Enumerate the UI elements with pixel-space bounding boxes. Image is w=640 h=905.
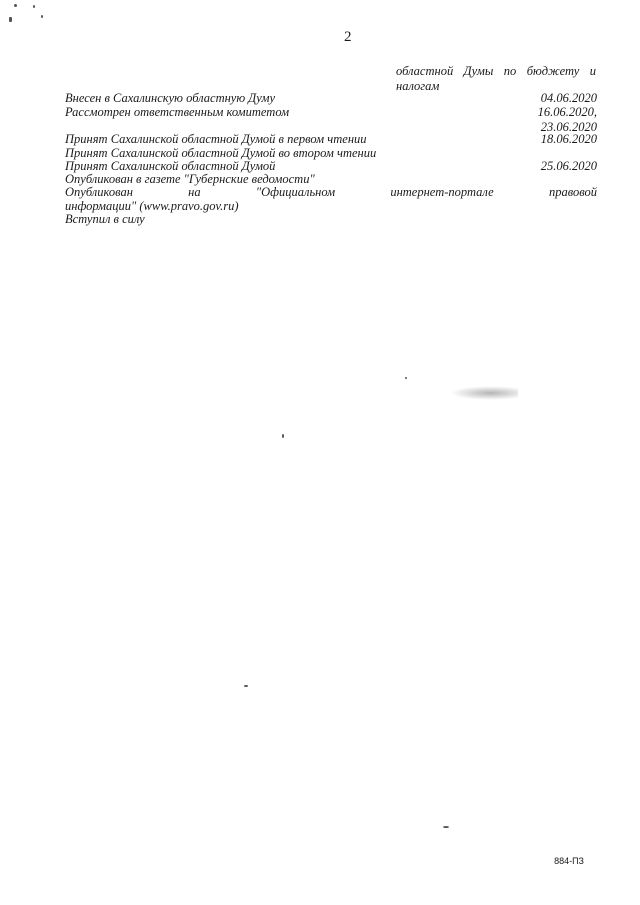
entry-word: правовой	[548, 185, 597, 199]
scan-speck	[14, 4, 17, 7]
scan-speck	[244, 685, 248, 687]
entry-date: 04.06.2020	[540, 91, 597, 105]
entry-word: Опубликован	[65, 185, 133, 199]
scan-speck	[282, 434, 284, 438]
entry-date: 25.06.2020	[540, 159, 597, 173]
scan-speck	[405, 377, 407, 379]
scan-speck	[33, 5, 35, 8]
entry-considered	[65, 105, 597, 120]
scan-speck	[41, 15, 43, 18]
entry-word: "Официальном	[255, 185, 336, 199]
entry-date: 23.06.2020	[540, 120, 597, 134]
committee-name-line-2: налогам	[396, 79, 440, 93]
entry-label: Опубликован в газете "Губернские ведомости"	[65, 172, 315, 186]
entry-label: информации" (www.pravo.gov.ru)	[65, 199, 239, 213]
page-number: 2	[344, 29, 352, 45]
entry-date: 18.06.2020	[540, 132, 597, 146]
entry-label: Внесен в Сахалинскую областную Думу	[65, 91, 276, 105]
entry-date: 16.06.2020,	[537, 105, 597, 119]
entry-first-reading	[65, 132, 597, 147]
entry-label: Принят Сахалинской областной Думой	[65, 159, 276, 173]
committee-word: Думы	[463, 64, 494, 78]
entry-effective	[65, 212, 597, 227]
entry-label: Принят Сахалинской областной Думой во втором чтении	[65, 146, 377, 160]
committee-word: бюджету	[526, 64, 580, 78]
document-code: 884-ПЗ	[554, 856, 584, 866]
entry-word: интернет-портале	[390, 185, 494, 199]
scan-speck	[443, 826, 449, 828]
entry-label: Принят Сахалинской областной Думой в первом чтении	[65, 132, 367, 146]
entry-label: Рассмотрен ответственным комитетом	[65, 105, 290, 119]
scan-speck	[9, 17, 12, 22]
committee-word: областной	[396, 64, 454, 78]
scan-smudge	[450, 386, 518, 400]
committee-name-line-1	[396, 64, 596, 79]
committee-word: по	[503, 64, 517, 78]
entry-published-portal-line-1	[65, 185, 597, 200]
entry-word: на	[188, 185, 201, 199]
entry-label: Вступил в силу	[65, 212, 145, 226]
entry-submitted	[65, 91, 597, 106]
committee-word: и	[589, 64, 596, 78]
